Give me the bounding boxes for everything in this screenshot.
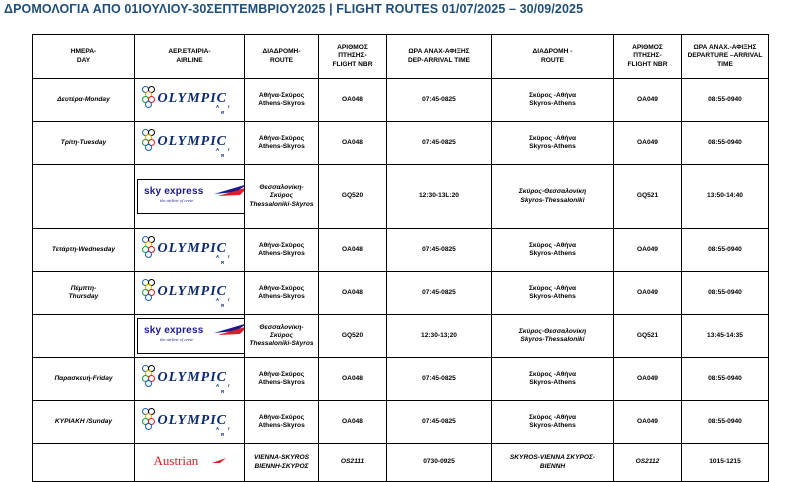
olympic-air-logo: OLYMPIC A I R bbox=[142, 85, 238, 111]
airline-cell bbox=[135, 272, 245, 315]
time-cell: 07:45-0825 bbox=[387, 358, 492, 401]
olympic-air-logo: OLYMPIC A I R bbox=[142, 364, 238, 390]
time-cell: 07:45-0825 bbox=[387, 122, 492, 165]
return-flight-number-cell: GQ521 bbox=[614, 315, 682, 358]
return-flight-number-cell: OA049 bbox=[614, 358, 682, 401]
time-cell: 12:30-13;20 bbox=[387, 315, 492, 358]
header-flight-number: ΑΡΙΘΜΟΣ ΠΤΗΣΗΣ- FLIGHT NBR bbox=[319, 35, 387, 79]
table-row bbox=[33, 165, 769, 229]
olympic-rings-icon bbox=[142, 408, 156, 432]
return-route-cell: SKYROS-VIENNA ΣΚΥΡΟΣ- ΒΙΕΝΝΗ bbox=[492, 444, 614, 482]
olympic-rings-icon bbox=[142, 365, 156, 389]
return-flight-number-cell: OA049 bbox=[614, 79, 682, 122]
airline-cell bbox=[135, 229, 245, 272]
route-cell: Θεσσαλονίκη- Σκύρος Thessaloniki-Skyros bbox=[245, 315, 319, 358]
route-cell: VIENNA-SKYROS ΒΙΕΝΝΗ-ΣΚΥΡΟΣ bbox=[245, 444, 319, 482]
flight-schedule-table bbox=[32, 34, 769, 482]
sky-express-swoosh-icon bbox=[214, 184, 245, 198]
header-day: ΗΜΕΡΑ- DAY bbox=[33, 35, 135, 79]
header-return-flight-number: ΑΡΙΘΜΟΣ ΠΤΗΣΗΣ- FLIGHT NBR bbox=[614, 35, 682, 79]
flight-number-cell: GQ520 bbox=[319, 315, 387, 358]
airline-cell bbox=[135, 358, 245, 401]
table-row bbox=[33, 229, 769, 272]
return-route-cell: Σκύρος -Αθήνα Skyros-Athens bbox=[492, 122, 614, 165]
return-flight-number-cell: OA049 bbox=[614, 272, 682, 315]
airline-cell bbox=[135, 165, 245, 229]
return-time-cell: 08:55-0940 bbox=[682, 272, 769, 315]
time-cell: 07:45-0825 bbox=[387, 229, 492, 272]
time-cell: 07:45-0825 bbox=[387, 272, 492, 315]
time-cell: 12:30-13L:20 bbox=[387, 165, 492, 229]
header-dep-arrival-time: ΩΡΑ ΑΝΑΧ-ΑΦΙΞΗΣ DEP-ARRIVAL TIME bbox=[387, 35, 492, 79]
time-cell: 07:45-0825 bbox=[387, 79, 492, 122]
table-row bbox=[33, 401, 769, 444]
return-time-cell: 08:55-0940 bbox=[682, 229, 769, 272]
time-cell: 0730-0925 bbox=[387, 444, 492, 482]
logo-frame bbox=[137, 318, 245, 353]
day-cell bbox=[33, 315, 135, 358]
flight-number-cell: OA048 bbox=[319, 358, 387, 401]
return-route-cell: Σκύρος -Αθήνα Skyros-Athens bbox=[492, 229, 614, 272]
header-return-time: ΩΡΑ ΑΝΑΧ.-ΑΦΙΞΗΣ DEPARTURE –ARRIVAL TIME bbox=[682, 35, 769, 79]
day-cell bbox=[33, 444, 135, 482]
table-row bbox=[33, 315, 769, 358]
sky-express-swoosh-icon bbox=[214, 323, 245, 337]
airline-cell bbox=[135, 122, 245, 165]
table-row bbox=[33, 79, 769, 122]
day-cell: Πέμπτη- Thursday bbox=[33, 272, 135, 315]
return-flight-number-cell: GQ521 bbox=[614, 165, 682, 229]
olympic-rings-icon bbox=[142, 279, 156, 303]
return-flight-number-cell: OS2112 bbox=[614, 444, 682, 482]
header-airline: ΑΕΡ.ΕΤΑΙΡΙΑ- AIRLINE bbox=[135, 35, 245, 79]
day-cell: ΚΥΡΙΑΚΗ /Sunday bbox=[33, 401, 135, 444]
return-time-cell: 13:50-14:40 bbox=[682, 165, 769, 229]
sky-express-logo: sky express the airline of crete bbox=[144, 323, 245, 345]
austrian-airlines-logo: Austrian bbox=[154, 453, 226, 469]
return-route-cell: Σκύρος -Αθήνα Skyros-Athens bbox=[492, 358, 614, 401]
day-cell: Τρίτη-Tuesday bbox=[33, 122, 135, 165]
return-route-cell: Σκύρος-Θεσσαλονίκη Skyros-Thessaloniki bbox=[492, 165, 614, 229]
flight-number-cell: OA048 bbox=[319, 79, 387, 122]
olympic-air-logo: OLYMPIC A I R bbox=[142, 235, 238, 261]
header-row bbox=[33, 35, 769, 79]
airline-cell bbox=[135, 79, 245, 122]
day-cell: Παρασκευή-Friday bbox=[33, 358, 135, 401]
olympic-rings-icon bbox=[142, 86, 156, 110]
return-time-cell: 08:55-0940 bbox=[682, 358, 769, 401]
flight-number-cell: OA048 bbox=[319, 122, 387, 165]
olympic-rings-icon bbox=[142, 129, 156, 153]
sky-express-logo: sky express the airline of crete bbox=[144, 184, 245, 206]
table-row bbox=[33, 444, 769, 482]
airline-cell bbox=[135, 315, 245, 358]
olympic-rings-icon bbox=[142, 236, 156, 260]
return-time-cell: 1015-1215 bbox=[682, 444, 769, 482]
return-route-cell: Σκύρος -Αθήνα Skyros-Athens bbox=[492, 79, 614, 122]
table-row bbox=[33, 358, 769, 401]
return-route-cell: Σκύρος -Αθήνα Skyros-Athens bbox=[492, 401, 614, 444]
return-time-cell: 08:55-0940 bbox=[682, 79, 769, 122]
route-cell: Αθήνα-Σκύρος Athens-Skyros bbox=[245, 358, 319, 401]
return-route-cell: Σκύρος -Αθήνα Skyros-Athens bbox=[492, 272, 614, 315]
return-time-cell: 08:55-0940 bbox=[682, 401, 769, 444]
flight-number-cell: OA048 bbox=[319, 229, 387, 272]
route-cell: Αθήνα-Σκύρος Athens-Skyros bbox=[245, 79, 319, 122]
return-time-cell: 08:55-0940 bbox=[682, 122, 769, 165]
flight-number-cell: OA048 bbox=[319, 401, 387, 444]
flight-number-cell: OS2111 bbox=[319, 444, 387, 482]
return-flight-number-cell: OA049 bbox=[614, 122, 682, 165]
logo-frame bbox=[137, 179, 245, 214]
return-route-cell: Σκύρος-Θεσσαλονίκη Skyros-Thessaloniki bbox=[492, 315, 614, 358]
route-cell: Αθήνα-Σκύρος Athens-Skyros bbox=[245, 272, 319, 315]
header-route: ΔΙΑΔΡΟΜΗ- ROUTE bbox=[245, 35, 319, 79]
airline-cell bbox=[135, 444, 245, 482]
return-flight-number-cell: OA049 bbox=[614, 401, 682, 444]
austrian-swoosh-icon bbox=[212, 458, 226, 464]
route-cell: Θεσσαλονίκη- Σκύρος Thessaloniki-Skyros bbox=[245, 165, 319, 229]
return-flight-number-cell: OA049 bbox=[614, 229, 682, 272]
airline-cell bbox=[135, 401, 245, 444]
route-cell: Αθήνα-Σκύρος Athens-Skyros bbox=[245, 229, 319, 272]
route-cell: Αθήνα-Σκύρος Athens-Skyros bbox=[245, 122, 319, 165]
flight-number-cell: GQ520 bbox=[319, 165, 387, 229]
header-return-route: ΔΙΑΔΡΟΜΗ - ROUTE bbox=[492, 35, 614, 79]
flight-number-cell: OA048 bbox=[319, 272, 387, 315]
day-cell: Τετάρτη-Wednesday bbox=[33, 229, 135, 272]
route-cell: Αθήνα-Σκύρος Athens-Skyros bbox=[245, 401, 319, 444]
table-row bbox=[33, 272, 769, 315]
olympic-air-logo: OLYMPIC A I R bbox=[142, 128, 238, 154]
table-row bbox=[33, 122, 769, 165]
olympic-air-logo: OLYMPIC A I R bbox=[142, 278, 238, 304]
day-cell: Δευτέρα-Monday bbox=[33, 79, 135, 122]
return-time-cell: 13:45-14:35 bbox=[682, 315, 769, 358]
olympic-air-logo: OLYMPIC A I R bbox=[142, 407, 238, 433]
time-cell: 07:45-0825 bbox=[387, 401, 492, 444]
day-cell bbox=[33, 165, 135, 229]
page-title: ΔΡΟΜΟΛΟΓΙΑ ΑΠΟ 01ΙΟΥΛΙΟΥ-30ΣΕΠΤΕΜΒΡΙΟΥ2025 | FLIGHT ROUTES 01/07/2025 – 30/09/2025 bbox=[4, 2, 584, 16]
